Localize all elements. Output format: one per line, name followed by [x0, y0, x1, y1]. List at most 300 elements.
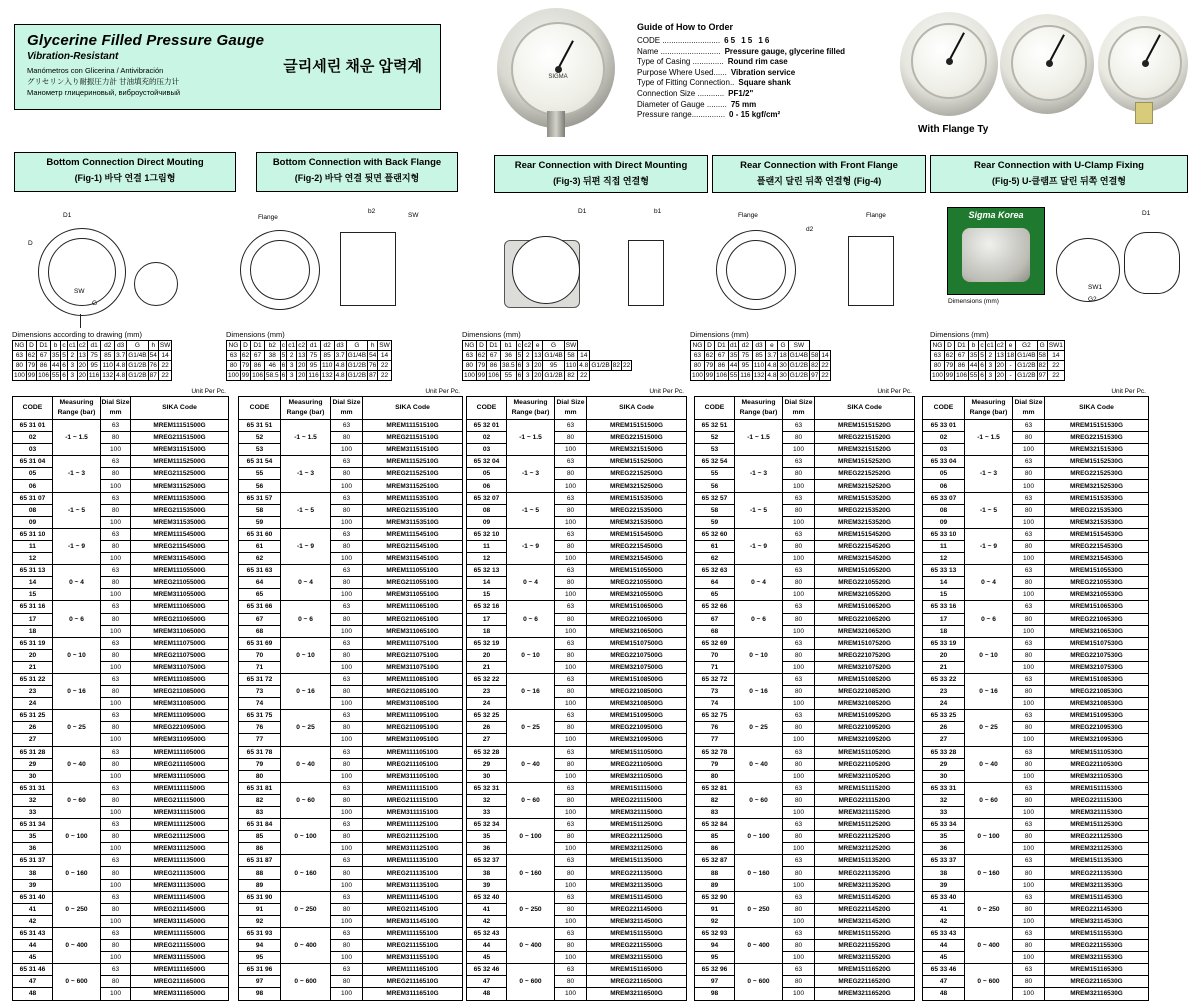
- measuring-range-cell: 0 ~ 250: [53, 891, 101, 927]
- dim-cell: 22: [1047, 361, 1064, 371]
- dim-header-cell: b1: [500, 341, 516, 351]
- code-cell: 65 31 81: [239, 782, 281, 794]
- sika-code-cell: MREG22112500G: [587, 831, 687, 843]
- sika-code-cell: MREM31116510G: [363, 988, 463, 1000]
- measuring-range-cell: -1 ~ 3: [965, 456, 1013, 492]
- dim-cell: 6: [517, 372, 522, 379]
- table-row: [13, 589, 229, 601]
- measuring-range-cell: 0 ~ 4: [965, 565, 1013, 601]
- dim-cell: 22: [158, 371, 171, 381]
- sika-code-cell: MREM31154500G: [131, 553, 229, 565]
- table-row: [239, 770, 463, 782]
- code-cell: 65 32 10: [467, 528, 507, 540]
- code-cell: 92: [695, 915, 735, 927]
- dim-cell: 95: [739, 361, 752, 371]
- code-header-row: [695, 397, 915, 420]
- code-cell: 33: [923, 807, 965, 819]
- code-cell: 53: [239, 444, 281, 456]
- dim-cell: 79: [477, 362, 486, 369]
- dim-header-cell: D1: [955, 341, 969, 351]
- sika-code-cell: MREM11108500G: [131, 673, 229, 685]
- measuring-range-cell: 0 ~ 6: [507, 601, 555, 637]
- table-row: [695, 807, 915, 819]
- code-cell: 30: [923, 770, 965, 782]
- code-cell: 32: [13, 794, 53, 806]
- dim-cell: 55: [729, 372, 738, 379]
- dial-size-cell: 80: [331, 722, 363, 734]
- dim-cell: -: [1005, 371, 1015, 381]
- code-table-fig2: [238, 396, 463, 1001]
- table-row: [467, 722, 687, 734]
- dial-size-cell: 80: [101, 903, 131, 915]
- table-row: [13, 782, 229, 794]
- sika-code-cell: MREM32108520G: [815, 698, 915, 710]
- code-cell: 45: [923, 952, 965, 964]
- dial-size-cell: 100: [1013, 661, 1045, 673]
- dial-size-cell: 80: [101, 432, 131, 444]
- code-cell: 58: [695, 504, 735, 516]
- dim-row: [931, 361, 1065, 371]
- guide-row: [637, 78, 897, 89]
- table-row: [467, 577, 687, 589]
- dial-size-cell: 100: [555, 770, 587, 782]
- sika-code-cell: MREM31107510G: [363, 661, 463, 673]
- sika-code-cell: MREM31111500G: [131, 807, 229, 819]
- code-header-cell: Measuring Range (bar): [507, 397, 555, 420]
- dim-cell: G1/2B: [789, 362, 809, 369]
- sika-code-cell: MREG22151530G: [1045, 432, 1149, 444]
- code-cell: 65 33 01: [923, 420, 965, 432]
- sika-code-cell: MREM11152510G: [363, 456, 463, 468]
- dial-size-cell: 63: [331, 601, 363, 613]
- code-cell: 65 32 54: [695, 456, 735, 468]
- table-row: [923, 879, 1149, 891]
- dim-header-cell: c2: [996, 342, 1004, 349]
- measuring-range-cell: 0 ~ 600: [507, 964, 555, 1000]
- guide-label: Type of Fitting Connection..: [637, 78, 735, 88]
- fig-title-kr: (Fig-1) 바닥 연결 1그림형: [74, 173, 176, 183]
- code-cell: 23: [467, 686, 507, 698]
- sika-code-cell: MREG21107500G: [131, 649, 229, 661]
- fig-title-kr: (Fig-5) U-클램프 달린 뒤쪽 연결형: [992, 176, 1126, 186]
- dim-cell: 18: [779, 352, 787, 359]
- sika-code-cell: MREM11154510G: [363, 528, 463, 540]
- drawing-fig5-side: [1124, 232, 1180, 294]
- sika-code-cell: MREM15105500G: [587, 565, 687, 577]
- dim-header-cell: D: [704, 341, 714, 351]
- code-cell: 29: [13, 758, 53, 770]
- dial-size-cell: 100: [101, 770, 131, 782]
- code-cell: 67: [695, 613, 735, 625]
- unit-per-pc: Unit Per Pc.: [877, 388, 912, 395]
- dim-label-G2: G2: [1088, 296, 1097, 303]
- code-header-cell: Dial Size mm: [555, 397, 587, 420]
- sika-code-cell: MREG21151510G: [363, 432, 463, 444]
- dial-size-cell: 100: [555, 988, 587, 1000]
- table-row: [239, 903, 463, 915]
- measuring-range-cell: 0 ~ 6: [965, 601, 1013, 637]
- guide-label: Diameter of Gauge .........: [637, 99, 727, 109]
- dial-size-cell: 100: [101, 516, 131, 528]
- sika-code-cell: MREM15154500G: [587, 528, 687, 540]
- sika-code-cell: MREM31111510G: [363, 807, 463, 819]
- code-table-5-wrap: [922, 388, 1148, 1001]
- sika-code-cell: MREM11111500G: [131, 782, 229, 794]
- dim-cell: 75: [739, 351, 752, 361]
- measuring-range-cell: -1 ~ 5: [735, 492, 783, 528]
- dim-cell: 79: [241, 362, 250, 369]
- dial-size-cell: 100: [555, 807, 587, 819]
- sika-code-cell: MREM32110530G: [1045, 770, 1149, 782]
- code-cell: 91: [239, 903, 281, 915]
- dim-cell: G1/2B: [1017, 362, 1036, 369]
- guide-value: Vibration service: [730, 67, 796, 77]
- dial-size-cell: 63: [783, 492, 815, 504]
- dial-size-cell: 100: [555, 444, 587, 456]
- sika-code-cell: MREM15115500G: [587, 927, 687, 939]
- dim-header-cell: c2: [524, 342, 532, 349]
- sika-code-cell: MREM32107520G: [815, 661, 915, 673]
- code-cell: 65 32 31: [467, 782, 507, 794]
- table-row: [239, 807, 463, 819]
- code-cell: 65 31 69: [239, 637, 281, 649]
- dim-cell: 54: [149, 352, 157, 359]
- dim-cell: 67: [251, 351, 265, 361]
- table-row: [467, 782, 687, 794]
- dim-cell: 44: [51, 362, 60, 369]
- sika-code-cell: MREG21115500G: [131, 940, 229, 952]
- table-row: [695, 480, 915, 492]
- dim-label-b1: b1: [654, 208, 662, 215]
- order-guide: [637, 22, 897, 121]
- code-cell: 65 33 40: [923, 891, 965, 903]
- sika-code-cell: MREM15106530G: [1045, 601, 1149, 613]
- dim-cell: 100: [228, 372, 239, 379]
- table-row: [239, 746, 463, 758]
- code-cell: 67: [239, 613, 281, 625]
- table-row: [467, 686, 687, 698]
- dial-size-cell: 63: [783, 782, 815, 794]
- code-cell: 20: [467, 649, 507, 661]
- code-header-cell: Measuring Range (bar): [735, 397, 783, 420]
- dim-header-cell: G: [543, 341, 564, 351]
- table-row: [695, 528, 915, 540]
- dim-cell: 6: [517, 362, 522, 369]
- table-row: [13, 649, 229, 661]
- dim-cell: 55: [969, 372, 978, 379]
- fig-header-1: [14, 152, 236, 192]
- table-row: [467, 625, 687, 637]
- dial-size-cell: 63: [331, 891, 363, 903]
- table-row: [695, 577, 915, 589]
- dial-size-cell: 63: [101, 855, 131, 867]
- table-row: [695, 710, 915, 722]
- code-cell: 85: [695, 831, 735, 843]
- sika-code-cell: MREM11153510G: [363, 492, 463, 504]
- gauge-hub: [1046, 60, 1053, 67]
- dial-size-cell: 63: [555, 528, 587, 540]
- table-row: [695, 734, 915, 746]
- measuring-range-cell: 0 ~ 40: [965, 746, 1013, 782]
- code-cell: 02: [13, 432, 53, 444]
- dial-size-cell: 63: [783, 420, 815, 432]
- code-cell: 65 32 60: [695, 528, 735, 540]
- dim-header-cell: c: [281, 342, 286, 349]
- dial-size-cell: 63: [1013, 637, 1045, 649]
- code-cell: 98: [239, 988, 281, 1000]
- dim-cell: 62: [945, 352, 954, 359]
- table-row: [13, 855, 229, 867]
- code-cell: 65 31 54: [239, 456, 281, 468]
- code-cell: 29: [923, 758, 965, 770]
- dim-cell: 55: [51, 372, 60, 379]
- dial-size-cell: 63: [101, 673, 131, 685]
- dim-cell: 110: [565, 362, 577, 369]
- dim-cell: -: [1005, 361, 1015, 371]
- dim-table-title: Dimensions (mm): [690, 330, 749, 339]
- dim-row: [13, 371, 172, 381]
- code-cell: 80: [695, 770, 735, 782]
- code-cell: 26: [923, 722, 965, 734]
- sika-code-cell: MREM31113500G: [131, 879, 229, 891]
- guide-row: [637, 47, 897, 58]
- sika-code-cell: MREM15152530G: [1045, 456, 1149, 468]
- code-cell: 36: [13, 843, 53, 855]
- dial-size-cell: 80: [783, 794, 815, 806]
- dial-size-cell: 63: [331, 927, 363, 939]
- gauge-photo-flange-2: [1000, 14, 1094, 114]
- guide-row: [637, 100, 897, 111]
- dial-size-cell: 63: [1013, 456, 1045, 468]
- code-cell: 65 33 46: [923, 964, 965, 976]
- dim-row: [463, 361, 632, 371]
- dim-cell: 30: [779, 372, 787, 379]
- code-cell: 56: [239, 480, 281, 492]
- dial-size-cell: 80: [331, 577, 363, 589]
- dial-size-cell: 100: [101, 553, 131, 565]
- sika-code-cell: MREG22107500G: [587, 649, 687, 661]
- sika-code-cell: MREG22105520G: [815, 577, 915, 589]
- u-clamp-part: [962, 228, 1030, 282]
- measuring-range-cell: 0 ~ 40: [53, 746, 101, 782]
- dim-cell: 6: [281, 372, 286, 379]
- dial-size-cell: 80: [331, 540, 363, 552]
- dial-size-cell: 100: [783, 589, 815, 601]
- sika-code-cell: MREM11151500G: [131, 420, 229, 432]
- table-row: [695, 782, 915, 794]
- table-row: [695, 746, 915, 758]
- dim-cell: 35: [729, 352, 738, 359]
- dim-header-cell: d2: [320, 341, 334, 351]
- table-row: [239, 988, 463, 1000]
- code-cell: 65 33 19: [923, 637, 965, 649]
- guide-row: [637, 36, 897, 47]
- dial-size-cell: 80: [1013, 794, 1045, 806]
- measuring-range-cell: 0 ~ 6: [281, 601, 331, 637]
- dim-cell: 4.8: [116, 372, 126, 379]
- sika-code-cell: MREG21112510G: [363, 831, 463, 843]
- measuring-range-cell: 0 ~ 60: [965, 782, 1013, 818]
- table-row: [467, 976, 687, 988]
- dim-cell: 99: [945, 372, 954, 379]
- dim-label-D1: D1: [1142, 210, 1151, 217]
- dim-cell: 20: [298, 362, 306, 369]
- dim-cell: 58.5: [265, 372, 279, 379]
- dial-size-cell: 80: [331, 940, 363, 952]
- dial-size-cell: 80: [555, 722, 587, 734]
- fig-header-2: [256, 152, 458, 192]
- code-cell: 83: [239, 807, 281, 819]
- code-cell: 65 31 28: [13, 746, 53, 758]
- dial-size-cell: 63: [1013, 565, 1045, 577]
- code-cell: 76: [695, 722, 735, 734]
- dim-header-cell: h: [148, 341, 158, 351]
- dim-header-cell: c: [517, 342, 522, 349]
- table-row: [13, 432, 229, 444]
- code-cell: 65 33 22: [923, 673, 965, 685]
- dim-header-cell: c2: [298, 342, 306, 349]
- code-cell: 74: [695, 698, 735, 710]
- table-row: [239, 456, 463, 468]
- code-cell: 27: [467, 734, 507, 746]
- sika-code-cell: MREG21153510G: [363, 504, 463, 516]
- dim-cell: 35: [51, 352, 60, 359]
- measuring-range-cell: 0 ~ 10: [507, 637, 555, 673]
- sika-code-cell: MREM32106520G: [815, 625, 915, 637]
- dim-cell: 3.7: [335, 352, 345, 359]
- fig-title-en: Rear Connection with U-Clamp Fixing: [974, 160, 1144, 171]
- sika-code-cell: MREG22154500G: [587, 540, 687, 552]
- fig-header-4: [712, 155, 926, 193]
- sika-code-cell: MREM15151500G: [587, 420, 687, 432]
- dim-cell: 97: [1038, 372, 1046, 379]
- table-row: [923, 927, 1149, 939]
- measuring-range-cell: -1 ~ 9: [735, 528, 783, 564]
- dial-size-cell: 80: [331, 686, 363, 698]
- measuring-range-cell: 0 ~ 40: [735, 746, 783, 782]
- dim-header-cell: D1: [487, 341, 501, 351]
- dim-cell: 14: [821, 352, 829, 359]
- table-row: [239, 758, 463, 770]
- sika-code-cell: MREM32114500G: [587, 915, 687, 927]
- dial-size-cell: 80: [101, 504, 131, 516]
- table-row: [13, 927, 229, 939]
- table-row: [695, 940, 915, 952]
- code-header-row: [923, 397, 1149, 420]
- gauge-dial: [911, 23, 987, 99]
- dim-cell: 116: [88, 372, 100, 379]
- code-cell: 29: [467, 758, 507, 770]
- sika-code-cell: MREM31154510G: [363, 553, 463, 565]
- table-row: [239, 492, 463, 504]
- dim-cell: 58: [811, 352, 819, 359]
- code-cell: 15: [13, 589, 53, 601]
- dim-cell: 4.8: [767, 362, 777, 369]
- dim-cell: 116: [308, 372, 319, 379]
- code-cell: 65 32 40: [467, 891, 507, 903]
- dim-row: [227, 371, 392, 381]
- gauge-dial: [1108, 26, 1182, 100]
- dim-cell: 5: [517, 352, 522, 359]
- dim-cell: 85: [320, 351, 334, 361]
- dim-row: [691, 351, 831, 361]
- drawing-fig2-section: [340, 232, 396, 306]
- code-cell: 65 32 69: [695, 637, 735, 649]
- table-row: [695, 673, 915, 685]
- dial-size-cell: 63: [555, 456, 587, 468]
- code-cell: 88: [239, 867, 281, 879]
- sika-code-cell: MREM11153500G: [131, 492, 229, 504]
- table-row: [13, 879, 229, 891]
- code-cell: 65 32 72: [695, 673, 735, 685]
- code-cell: 14: [467, 577, 507, 589]
- dial-size-cell: 80: [101, 649, 131, 661]
- table-row: [467, 891, 687, 903]
- code-cell: 65 31 66: [239, 601, 281, 613]
- table-row: [13, 722, 229, 734]
- table-row: [695, 758, 915, 770]
- guide-value: PF1/2": [728, 89, 754, 99]
- dim-label-SW1: SW1: [1088, 284, 1103, 291]
- table-row: [467, 673, 687, 685]
- code-cell: 65 32 51: [695, 420, 735, 432]
- sika-code-cell: MREM32111520G: [815, 807, 915, 819]
- sika-code-cell: MREM15112500G: [587, 819, 687, 831]
- dial-size-cell: 80: [555, 940, 587, 952]
- sigma-korea-photo: [947, 207, 1045, 295]
- dial-size-cell: 80: [783, 468, 815, 480]
- dial-size-cell: 80: [555, 903, 587, 915]
- dim-cell: 63: [463, 351, 477, 361]
- measuring-range-cell: 0 ~ 25: [507, 710, 555, 746]
- dim-cell: 22: [378, 371, 391, 381]
- table-row: [923, 976, 1149, 988]
- table-row: [467, 940, 687, 952]
- dim-cell: 22: [1047, 371, 1064, 381]
- sika-code-cell: MREM32151500G: [587, 444, 687, 456]
- code-cell: 65 31 07: [13, 492, 53, 504]
- dim-header-cell: G: [127, 341, 148, 351]
- dim-cell: 67: [487, 351, 501, 361]
- dim-cell: G1/2B: [128, 372, 147, 379]
- dial-size-cell: 100: [783, 516, 815, 528]
- measuring-range-cell: 0 ~ 60: [53, 782, 101, 818]
- table-row: [923, 589, 1149, 601]
- sika-code-cell: MREG22109530G: [1045, 722, 1149, 734]
- code-cell: 44: [923, 940, 965, 952]
- dial-size-cell: 63: [783, 964, 815, 976]
- code-cell: 65 31 46: [13, 964, 53, 976]
- measuring-range-cell: -1 ~ 1.5: [281, 420, 331, 456]
- dial-size-cell: 63: [101, 710, 131, 722]
- dial-size-cell: 100: [331, 879, 363, 891]
- code-header-cell: SIKA Code: [587, 397, 687, 420]
- table-row: [695, 988, 915, 1000]
- table-row: [467, 492, 687, 504]
- dial-size-cell: 80: [101, 613, 131, 625]
- measuring-range-cell: 0 ~ 100: [53, 819, 101, 855]
- sika-code-cell: MREM31151500G: [131, 444, 229, 456]
- code-cell: 08: [923, 504, 965, 516]
- measuring-range-cell: 0 ~ 250: [735, 891, 783, 927]
- dial-size-cell: 100: [555, 589, 587, 601]
- dial-size-cell: 80: [101, 468, 131, 480]
- code-cell: 47: [467, 976, 507, 988]
- table-row: [467, 649, 687, 661]
- dim-cell: 3: [67, 361, 77, 371]
- gauge-dial: [1011, 25, 1087, 101]
- dial-size-cell: 80: [783, 504, 815, 516]
